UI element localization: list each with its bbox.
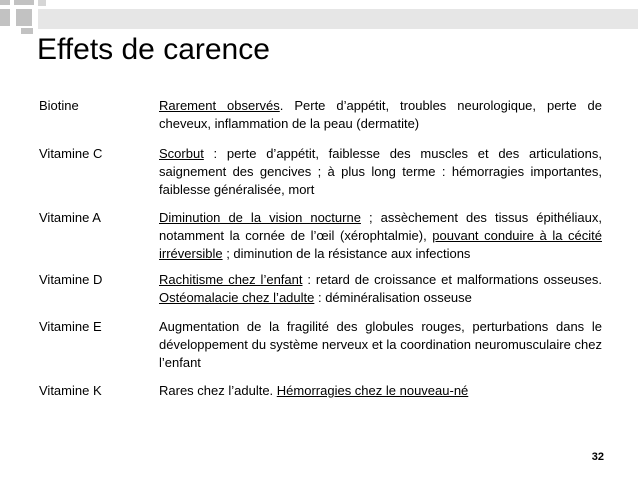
underlined-text: Rachitisme chez l’enfant [159, 272, 303, 287]
description-text: : perte d’appétit, faiblesse des muscles et des articulations, saignement des gencives ; à plus long terme : hémorragies importantes, faiblesse généralisée, mort [159, 146, 602, 197]
row-description [159, 209, 602, 263]
header-square-3 [0, 9, 10, 26]
header-square-1 [0, 0, 10, 5]
row-label: Vitamine A [39, 210, 101, 225]
row-description [159, 271, 602, 307]
row-description [159, 145, 602, 199]
description-text: ; diminution de la résistance aux infections [222, 246, 471, 261]
header-bar [38, 9, 638, 29]
description-text: . Perte d’appétit, troubles neurologique, perte de cheveux, inflammation de la peau (dermatite) [159, 98, 602, 131]
header-square-7 [38, 0, 46, 6]
underlined-text: Scorbut [159, 146, 204, 161]
row-label: Vitamine K [39, 383, 102, 398]
header-square-2 [14, 0, 34, 5]
description-text: ; assèchement des tissus épithéliaux, notamment la cornée de l’œil (xérophtalmie), [159, 210, 602, 243]
row-description [159, 382, 602, 400]
row-label: Vitamine E [39, 319, 102, 334]
header-square-5 [21, 28, 33, 34]
row-label: Vitamine D [39, 272, 103, 287]
header-square-4 [16, 9, 32, 26]
description-text: Augmentation de la fragilité des globules rouges, perturbations dans le développement du système nerveux et la coordination neuromusculaire chez l’enfant [159, 319, 602, 370]
description-text: : retard de croissance et malformations osseuses. [302, 272, 602, 287]
underlined-text: Hémorragies chez le nouveau-né [276, 383, 469, 398]
underlined-text: pouvant conduire à la cécité irréversible [159, 228, 602, 261]
page-number: 32 [591, 451, 604, 463]
description-text: : déminéralisation osseuse [314, 290, 472, 305]
underlined-text: Rarement observés [159, 98, 280, 113]
underlined-text: Diminution de la vision nocturne [159, 210, 361, 225]
row-description [159, 318, 602, 372]
row-label: Vitamine C [39, 146, 103, 161]
underlined-text: Ostéomalacie chez l’adulte [159, 290, 315, 305]
row-description [159, 97, 602, 133]
page-title: Effets de carence [37, 33, 270, 66]
description-text: Rares chez l’adulte. [159, 383, 277, 398]
row-label: Biotine [39, 98, 79, 113]
header-decoration [0, 0, 638, 34]
